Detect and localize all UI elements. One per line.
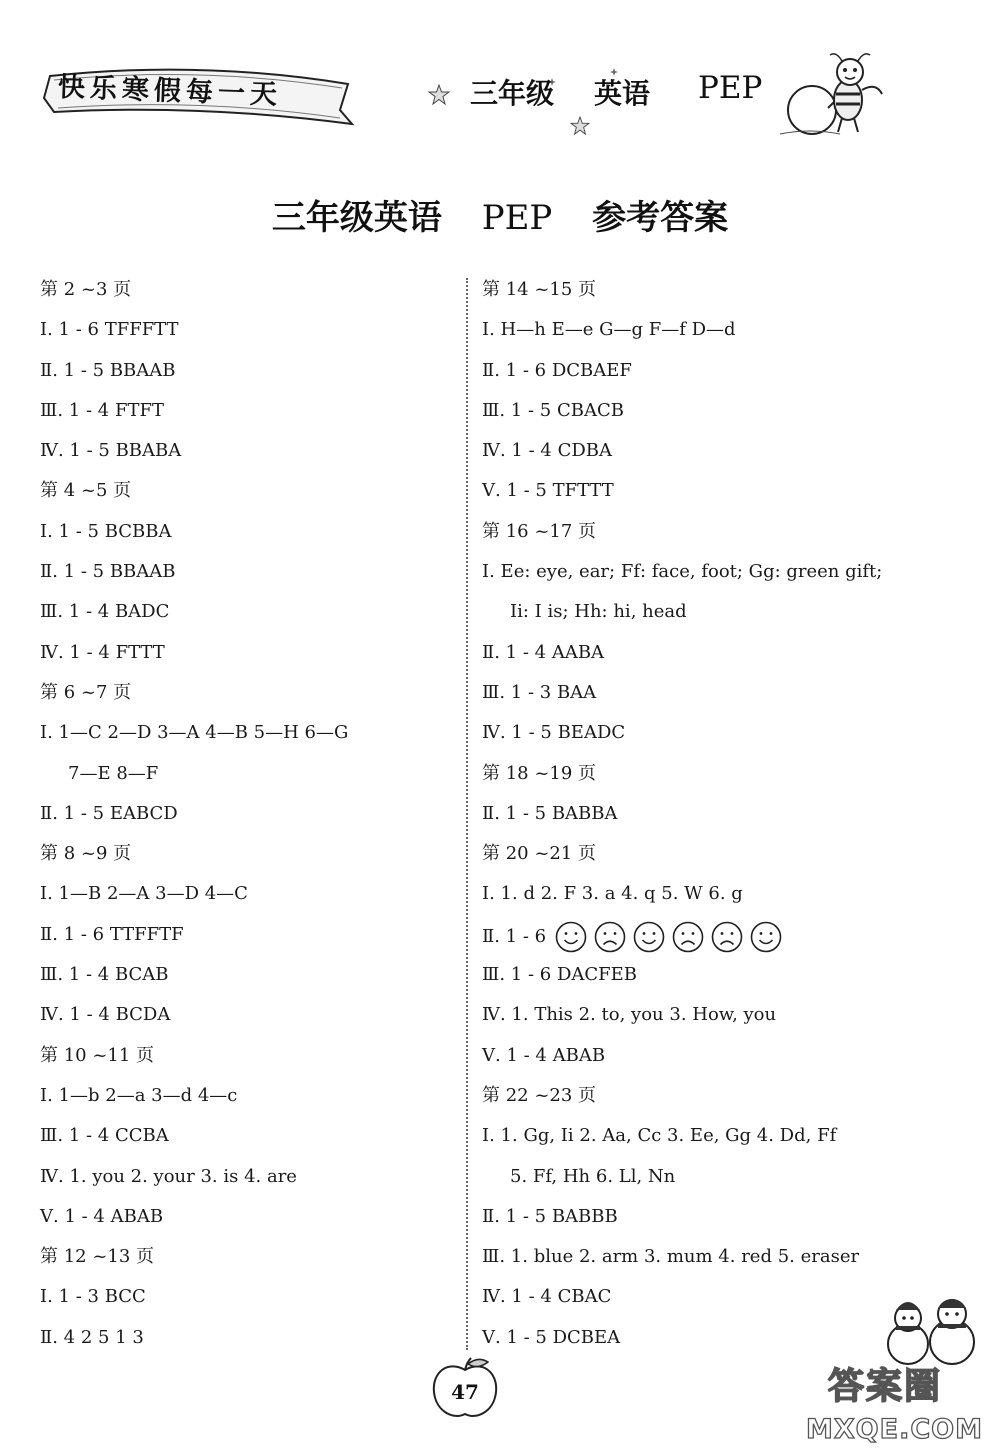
answer-text: Ⅰ. 1—B 2—A 3—D 4—C: [40, 883, 248, 905]
answer-text: Ⅰ. 1—b 2—a 3—d 4—c: [40, 1084, 238, 1106]
title-edition: PEP: [481, 198, 553, 238]
answer-text: Ⅰ. 1 - 6 TFFFTT: [40, 319, 179, 341]
answer-text: 第 20 ~21 页: [482, 843, 597, 865]
title-label: 参考答案: [592, 198, 729, 238]
answer-text: Ⅲ. 1 - 4 BADC: [40, 601, 170, 623]
answer-text: Ⅱ. 1 - 6 DCBAEF: [482, 359, 632, 381]
answer-text: 第 12 ~13 页: [40, 1246, 155, 1268]
answer-text: 5. Ff, Hh 6. Ll, Nn: [510, 1165, 676, 1187]
answer-line: [40, 1001, 450, 1041]
answer-text: Ⅰ. H—h E—e G—g F—f D—d: [482, 319, 736, 341]
answer-text: Ⅱ. 1 - 4 AABA: [482, 641, 605, 663]
answer-line: [482, 518, 962, 558]
answer-text: Ⅲ. 1 - 4 FTFT: [40, 399, 164, 421]
answer-line: [482, 397, 962, 437]
answer-text: Ⅴ. 1 - 4 ABAB: [482, 1044, 606, 1066]
smiley-face-icon: [750, 921, 782, 953]
face-answers: [548, 921, 782, 953]
answer-text: Ⅰ. 1. d 2. F 3. a 4. q 5. W 6. g: [482, 883, 743, 905]
answer-text: Ⅲ. 1 - 4 CCBA: [40, 1125, 169, 1147]
sad-face-icon: [711, 921, 743, 953]
answer-line: [482, 961, 962, 1001]
answer-text: Ⅰ. 1—C 2—D 3—A 4—B 5—H 6—G: [40, 722, 349, 744]
answer-line: [40, 276, 450, 316]
answer-line: [40, 357, 450, 397]
answer-line: [40, 840, 450, 880]
answer-text: Ⅲ. 1 - 6 DACFEB: [482, 964, 638, 986]
answer-text: Ⅰ. Ee: eye, ear; Ff: face, foot; Gg: green gift;: [482, 561, 883, 583]
answer-line: [40, 1283, 450, 1323]
answer-line: [482, 679, 962, 719]
answer-text: 第 16 ~17 页: [482, 520, 597, 542]
answer-line: [482, 1122, 962, 1162]
answer-text: Ⅳ. 1 - 4 CDBA: [482, 440, 613, 462]
answer-text: Ⅲ. 1 - 5 CBACB: [482, 399, 624, 421]
answer-line: [40, 1163, 450, 1203]
answer-line: [40, 316, 450, 356]
answer-line: [482, 598, 962, 638]
answer-text: Ⅱ. 1 - 5 BABBA: [482, 802, 618, 824]
answer-text: Ⅱ. 1 - 6: [482, 925, 547, 947]
answer-text: 第 8 ~9 页: [40, 843, 132, 865]
answer-text: Ⅳ. 1 - 4 FTTT: [40, 641, 165, 663]
answer-text: Ⅳ. 1. This 2. to, you 3. How, you: [482, 1004, 777, 1026]
answer-text: Ⅲ. 1 - 3 BAA: [482, 681, 597, 703]
header-edition: PEP: [698, 70, 763, 106]
answer-line: [40, 719, 450, 759]
star-icon: [428, 84, 450, 106]
answer-text: Ⅱ. 1 - 5 BBAAB: [40, 359, 176, 381]
answer-text: Ⅴ. 1 - 5 TFTTT: [482, 480, 614, 502]
smiley-face-icon: [633, 921, 665, 953]
answers-left-column: [40, 276, 450, 1364]
answer-text: Ii: I is; Hh: hi, head: [510, 601, 687, 623]
answer-text: Ⅱ. 1 - 5 EABCD: [40, 802, 178, 824]
answer-line: [482, 1243, 962, 1283]
answer-line: [482, 276, 962, 316]
answer-text: Ⅱ. 4 2 5 1 3: [40, 1326, 144, 1348]
answer-text: 第 22 ~23 页: [482, 1084, 597, 1106]
answer-line: [40, 679, 450, 719]
watermark-url: MXQE.COM: [806, 1414, 983, 1445]
page-title: [0, 190, 1000, 239]
answer-text: Ⅳ. 1 - 4 CBAC: [482, 1286, 612, 1308]
answer-text: Ⅴ. 1 - 5 DCBEA: [482, 1326, 621, 1348]
page-number: 47: [451, 1380, 479, 1404]
answer-text: Ⅰ. 1 - 3 BCC: [40, 1286, 146, 1308]
watermark: [800, 1356, 1000, 1450]
answer-text: Ⅰ. 1. Gg, Ii 2. Aa, Cc 3. Ee, Gg 4. Dd, Ff: [482, 1125, 837, 1147]
answer-text: Ⅳ. 1 - 4 BCDA: [40, 1004, 171, 1026]
answer-line: [482, 760, 962, 800]
answer-text: Ⅳ. 1 - 5 BEADC: [482, 722, 626, 744]
answer-line: [40, 437, 450, 477]
answer-line: [40, 961, 450, 1001]
answer-line: [40, 397, 450, 437]
answer-line: [40, 921, 450, 961]
answer-line: [482, 880, 962, 920]
answer-line: [40, 477, 450, 517]
answer-text: 第 4 ~5 页: [40, 480, 132, 502]
answer-line: [482, 719, 962, 759]
answer-line: [482, 800, 962, 840]
answer-line: [482, 1001, 962, 1041]
answer-line: [482, 1042, 962, 1082]
answer-line: [40, 518, 450, 558]
answer-text: 7—E 8—F: [68, 762, 159, 784]
answer-line: [482, 1203, 962, 1243]
answer-line: [40, 558, 450, 598]
answer-line: [482, 840, 962, 880]
answer-text: Ⅱ. 1 - 5 BABBB: [482, 1205, 618, 1227]
column-divider: [466, 278, 468, 1350]
answer-text: Ⅱ. 1 - 6 TTFFTF: [40, 923, 184, 945]
header-grade: 三年级: [470, 77, 555, 110]
smiley-face-icon: [555, 921, 587, 953]
answer-text: 第 18 ~19 页: [482, 762, 597, 784]
answer-line: [482, 558, 962, 598]
header-subject: 英语: [594, 77, 651, 110]
answer-text: Ⅱ. 1 - 5 BBAAB: [40, 561, 176, 583]
answer-line: [482, 1082, 962, 1122]
answer-text: Ⅰ. 1 - 5 BCBBA: [40, 520, 172, 542]
sad-face-icon: [594, 921, 626, 953]
answer-line: [40, 1122, 450, 1162]
answer-text: Ⅴ. 1 - 4 ABAB: [40, 1205, 164, 1227]
answer-text: Ⅳ. 1 - 5 BBABA: [40, 440, 182, 462]
answer-line: [482, 477, 962, 517]
answer-text: 第 14 ~15 页: [482, 279, 597, 300]
answer-line: [40, 800, 450, 840]
answer-line: [40, 880, 450, 920]
answer-text: 第 10 ~11 页: [40, 1044, 155, 1066]
bee-snowball-mascot-icon: [770, 52, 890, 142]
answer-line: [482, 639, 962, 679]
sad-face-icon: [672, 921, 704, 953]
answer-text: Ⅲ. 1. blue 2. arm 3. mum 4. red 5. eraser: [482, 1246, 860, 1268]
answer-line: [40, 1324, 450, 1364]
watermark-logo-text: 答案圈: [828, 1366, 943, 1407]
answer-line: [482, 316, 962, 356]
answer-text: 第 6 ~7 页: [40, 681, 132, 703]
answer-text: 第 2 ~3 页: [40, 279, 132, 300]
answers-right-column: [482, 276, 962, 1364]
answer-line: [482, 1163, 962, 1203]
answer-line: [40, 639, 450, 679]
page-number-badge: [428, 1356, 502, 1422]
answer-text: Ⅲ. 1 - 4 BCAB: [40, 964, 169, 986]
answer-text: Ⅳ. 1. you 2. your 3. is 4. are: [40, 1165, 297, 1187]
answer-line: [40, 1042, 450, 1082]
answer-line: [40, 1203, 450, 1243]
header-banner-title: 快乐寒假每一天: [57, 71, 283, 111]
star-icon: [570, 116, 590, 136]
answer-line: [482, 437, 962, 477]
answer-line: [482, 357, 962, 397]
answer-line: [40, 760, 450, 800]
answer-line: [40, 598, 450, 638]
answer-line: [482, 921, 962, 961]
answer-line: [40, 1243, 450, 1283]
answer-line: [40, 1082, 450, 1122]
title-grade-subject: 三年级英语: [271, 198, 442, 238]
